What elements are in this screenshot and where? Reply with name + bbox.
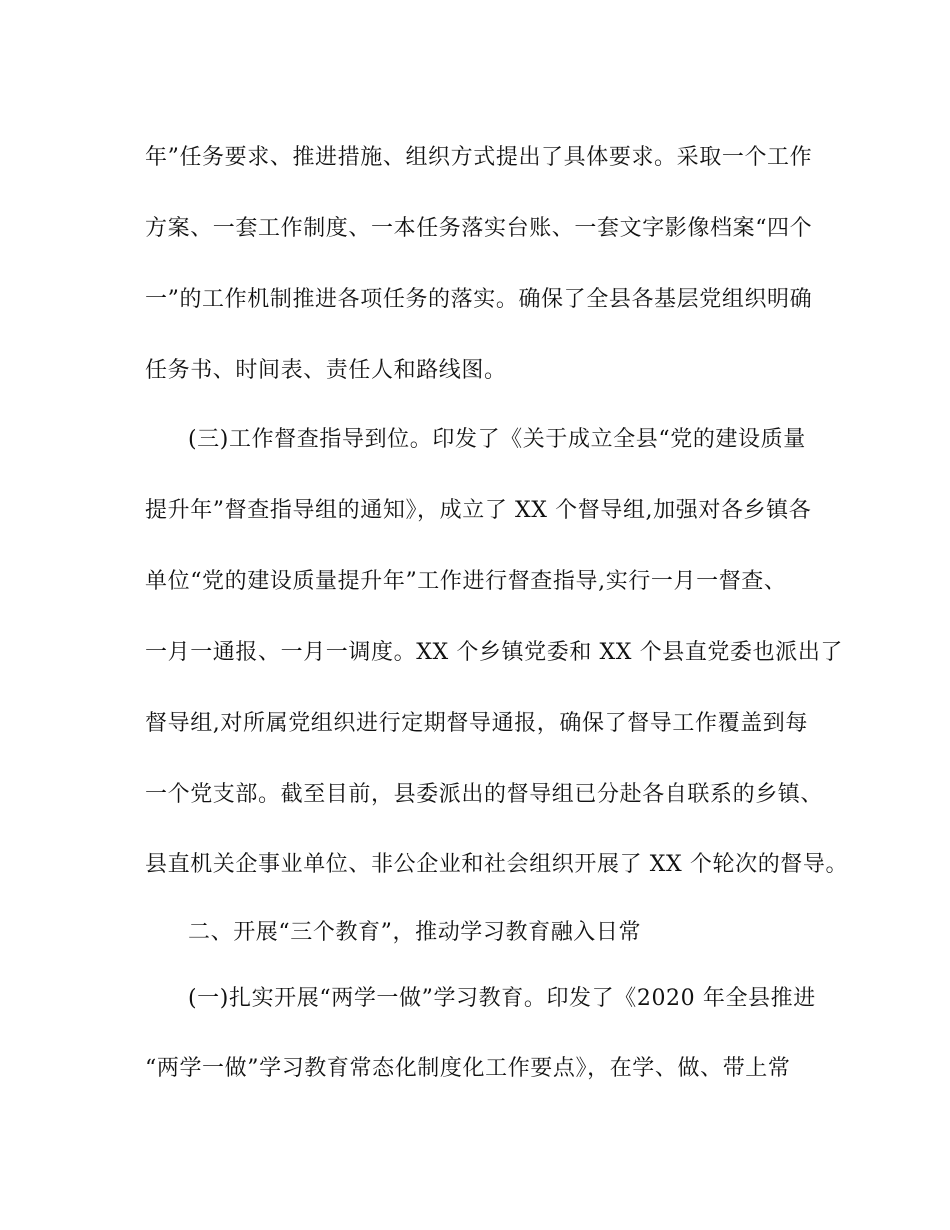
paragraph-line: 任务书、时间表、责任人和路线图。 — [145, 358, 507, 383]
paragraph-line: 单位“党的建设质量提升年”工作进行督查指导,实行一月一督查、 — [145, 569, 787, 594]
paragraph-line: 年”任务要求、推进措施、组织方式提出了具体要求。采取一个工作 — [145, 145, 813, 170]
paragraph-line: 一月一通报、一月一调度。XX 个乡镇党委和 XX 个县直党委也派出了 — [145, 640, 844, 665]
paragraph-line: 县直机关企事业单位、非公企业和社会组织开展了 XX 个轮次的督导。 — [145, 852, 849, 877]
paragraph-line: 方案、一套工作制度、一本任务落实台账、一套文字影像档案“四个 — [145, 216, 813, 241]
section-heading: 二、开展“三个教育”，推动学习教育融入日常 — [188, 920, 642, 945]
paragraph-line: 提升年”督查指导组的通知》，成立了 XX 个督导组,加强对各乡镇各 — [145, 498, 812, 523]
paragraph-line: (一)扎实开展“两学一做”学习教育。印发了《2020 年全县推进 — [188, 986, 816, 1011]
paragraph-line: 一”的工作机制推进各项任务的落实。确保了全县各基层党组织明确 — [145, 287, 813, 312]
paragraph-line: “两学一做”学习教育常态化制度化工作要点》，在学、做、带上常 — [145, 1056, 791, 1081]
paragraph-line: (三)工作督查指导到位。印发了《关于成立全县“党的建设质量 — [188, 427, 806, 452]
paragraph-line: 一个党支部。截至目前，县委派出的督导组已分赴各自联系的乡镇、 — [145, 782, 824, 807]
paragraph-line: 督导组,对所属党组织进行定期督导通报，确保了督导工作覆盖到每 — [145, 711, 808, 736]
